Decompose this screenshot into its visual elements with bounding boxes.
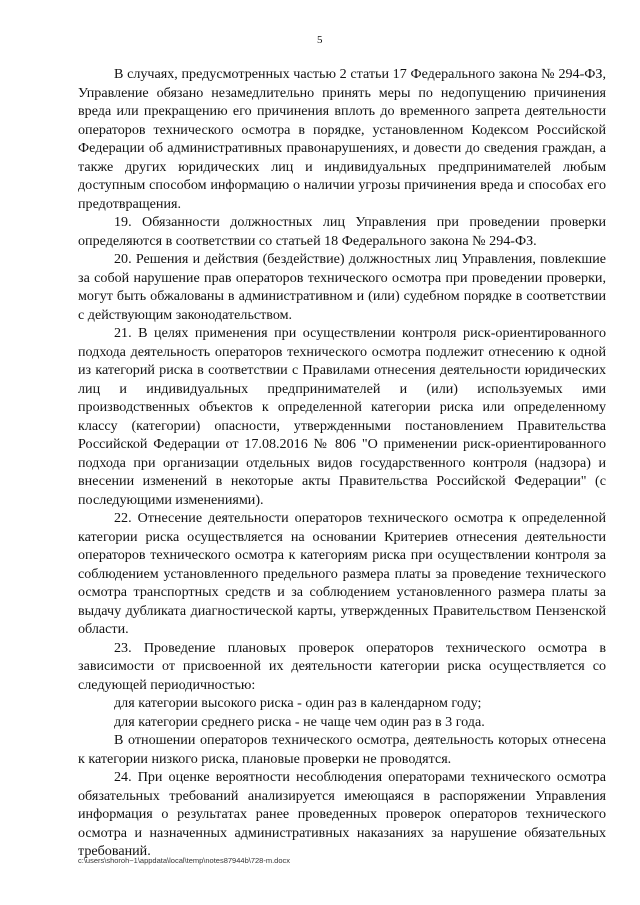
paragraph-21-risk-approach: 21. В целях применения при осуществлении контроля риск-ориентированного подхода деятельность операторов технического осмотра подлежит отнесению к одной из категорий риска в соответствии с Правилами отнесения деятельности юридических лиц и индивидуальных предпринимателей и (или) используемых ими производственных объектов к определенной категории риска или определенному классу (категории) опасности, утвержденными постановлением Правительства Российской Федерации от 17.08.2016 № 806 "О применении риск-ориентированного подхода при организации отдельных видов государственного контроля (надзора) и внесении изменений в некоторые акты Правительства Российской Федерации" (с последующими изменениями). — [78, 325, 606, 508]
paragraph-20-appeals: 20. Решения и действия (бездействие) должностных лиц Управления, повлекшие за собой нарушение прав операторов технического осмотра при проведении проверки, могут быть обжалованы в административном и (или) судебном порядке в соответствии с действующим законодательством. — [78, 251, 606, 323]
paragraph-22-risk-category: 22. Отнесение деятельности операторов технического осмотра к определенной категории риска осуществляется на основании Критериев отнесения деятельности операторов технического осмотра к категориям риска при осуществлении контроля за соблюдением установленного предельного размера платы за проведение технического осмотра транспортных средств и за соблюдением установленного размера платы за выдачу дубликата диагностической карты, утвержденных Правительством Пензенской области. — [78, 510, 606, 637]
paragraph-24-probability-assessment: 24. При оценке вероятности несоблюдения операторами технического осмотра обязательных требований анализируется имеющаяся в распоряжении Управления информация о результатах ранее проведенных проверок операторов технического осмотра и назначенных административных наказаниях за нарушение обязательных требований. — [78, 769, 606, 859]
document-body — [78, 65, 606, 861]
footer-file-path: c:\users\shoroh~1\appdata\local\temp\notes87944b\728-m.docx — [78, 856, 291, 865]
paragraph-low-risk: В отношении операторов технического осмотра, деятельность которых отнесена к категории низкого риска, плановые проверки не проводятся. — [78, 732, 606, 767]
paragraph-emergency-measures: В случаях, предусмотренных частью 2 статьи 17 Федерального закона № 294-ФЗ, Управление обязано незамедлительно принять меры по недопущению причинения вреда или прекращению его причинения вплоть до временного запрета деятельности операторов технического осмотра в порядке, установленном Кодексом Российской Федерации об административных правонарушениях, и довести до сведения граждан, а также других юридических лиц и индивидуальных предпринимателей любым доступным способом информацию о наличии угрозы причинения вреда и способах его предотвращения. — [78, 66, 606, 212]
list-item-medium-risk: для категории среднего риска - не чаще чем один раз в 3 года. — [114, 713, 485, 730]
paragraph-19-official-duties: 19. Обязанности должностных лиц Управления при проведении проверки определяются в соответствии со статьей 18 Федерального закона № 294-ФЗ. — [78, 214, 606, 249]
paragraph-23-inspection-frequency: 23. Проведение плановых проверок операторов технического осмотра в зависимости от присвоенной их деятельности категории риска осуществляется со следующей периодичностью: — [78, 639, 606, 693]
page-number: 5 — [317, 34, 323, 46]
list-item-high-risk: для категории высокого риска - один раз в календарном году; — [114, 695, 482, 711]
